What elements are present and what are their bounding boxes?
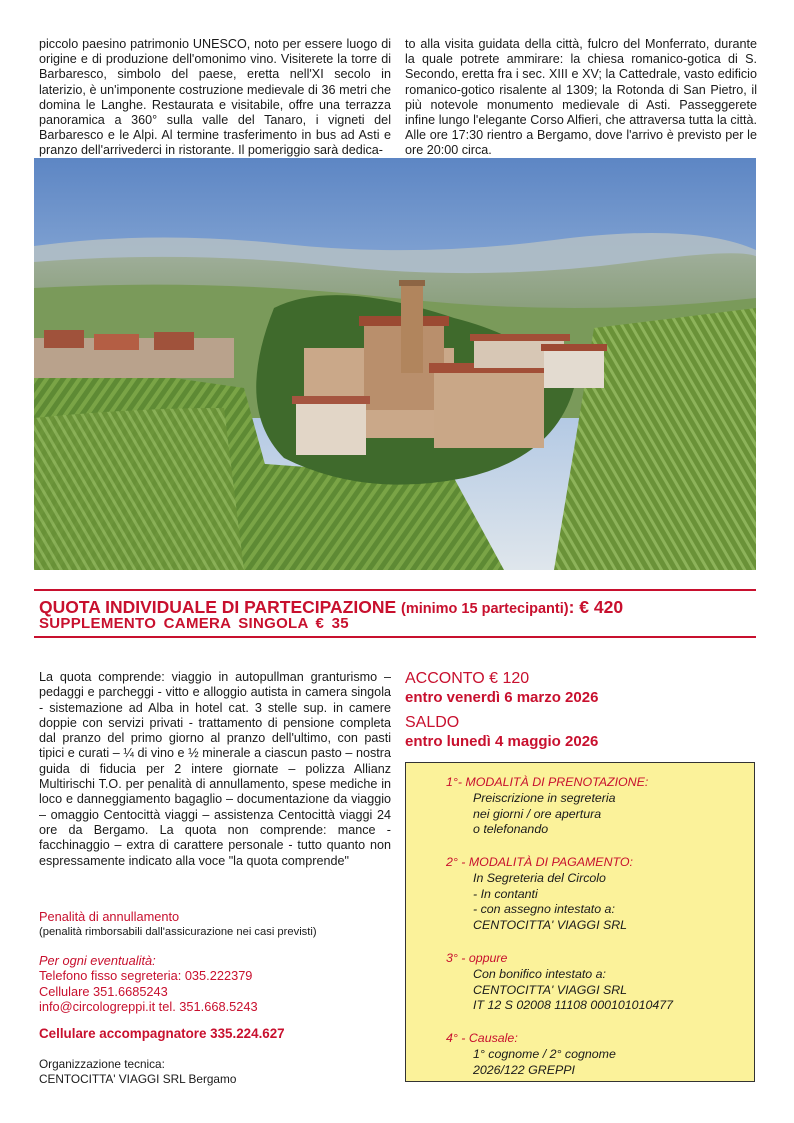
bank-transfer-line: CENTOCITTA' VIAGGI SRL xyxy=(473,982,628,997)
contacts xyxy=(39,953,258,1014)
booking-method-line: nei giorni / ore apertura xyxy=(473,806,602,821)
organizer-name: CENTOCITTA' VIAGGI SRL Bergamo xyxy=(39,1071,237,1086)
contacts-heading: Per ogni eventualità: xyxy=(39,953,156,968)
organizer xyxy=(39,1057,236,1086)
escort-phone[interactable]: Cellulare accompagnatore 335.224.627 xyxy=(39,1026,285,1041)
intro-text-left: piccolo paesino patrimonio UNESCO, noto per essere luogo di origine e di produzione dell'omonimo vino. Visiterete la torre di Barbaresco, simbolo del paese, eretta nell'XI secolo in laterizio, è un'imponente costruzione medievale di 36 metri che domina le Langhe. Restaurata e visitabile, offre una terrazza panoramica a 360° sulla valle del Tanaro, i vigneti del Barbaresco e le Alpi. Al termine trasferimento in bus ad Asti e pranzo dell'arrivederci in ristorante. Il pomeriggio sarà dedica- xyxy=(39,37,391,158)
penalty-note: (penalità rimborsabili dall'assicurazione nei casi previsti) xyxy=(39,926,317,938)
contact-cell[interactable]: Cellulare 351.6685243 xyxy=(39,983,168,999)
payment-reference-heading: 4° - Causale: xyxy=(446,1031,518,1045)
contact-email[interactable]: info@circologreppi.it tel. 351.668.5243 xyxy=(39,998,258,1014)
deposit-label: ACCONTO € 120 xyxy=(405,670,530,687)
quota-title: QUOTA INDIVIDUALE DI PARTECIPAZIONE xyxy=(39,597,397,617)
payment-schedule xyxy=(405,669,598,751)
payment-reference-line: 2026/122 GREPPI xyxy=(473,1062,575,1077)
payment-reference-section xyxy=(446,1031,616,1078)
bank-iban[interactable]: IT 12 S 02008 11108 000101010477 xyxy=(473,998,674,1013)
divider-top xyxy=(34,589,756,591)
booking-method-section xyxy=(446,775,648,838)
balance-date: entro lunedì 4 maggio 2026 xyxy=(405,733,599,750)
organizer-label: Organizzazione tecnica: xyxy=(39,1057,165,1071)
deposit-date: entro venerdì 6 marzo 2026 xyxy=(405,689,599,706)
payment-method-heading: 2° - MODALITÀ DI PAGAMENTO: xyxy=(446,855,633,869)
payment-reference-line: 1° cognome / 2° cognome xyxy=(473,1046,616,1061)
payment-method-line: CENTOCITTA' VIAGGI SRL xyxy=(473,918,628,933)
barbaresco-aerial-photo xyxy=(34,158,756,570)
intro-text-right: to alla visita guidata della città, fulcro del Monferrato, durante la quale potrete ammirare: la chiesa romanico-gotica di S. Secondo, eretta fra i sec. XIII e XV; la Cattedrale, vasto edificio romanico-gotico risalente al 1309; la Rotonda di San Pietro, il più notevole monumento medievale di Asti. Passeggerete infine lungo l'elegante Corso Alfieri, che attraversa tutta la città. Alle ore 17:30 rientro a Bergamo, dove l'arrivo è previsto per le ore 20:00 circa. xyxy=(405,37,757,158)
quota-minimum: (minimo 15 partecipanti) xyxy=(401,601,569,617)
booking-method-heading: 1°- MODALITÀ DI PRENOTAZIONE: xyxy=(446,775,649,789)
payment-method-line: - In contanti xyxy=(473,886,538,901)
payment-method-line: In Segreteria del Circolo xyxy=(473,870,606,885)
included-services: La quota comprende: viaggio in autopullman granturismo – pedaggi e parcheggi - vitto e alloggio autista in camera singola - sistemazione ad Alba in hotel cat. 3 stelle sup. in camere doppie con servizi privati - trattamento di pensione completa dal pranzo del primo giorno al pranzo dell'ultimo, con pasti tipici e curati – ¼ di vino e ½ minerale a ciascun pasto – nostra guida di fiducia per 2 intere giornate – polizza Allianz Multirischi T.O. per penalità di annullamento, spese mediche in loco e danneggiamento bagaglio – documentazione da viaggio – omaggio Centocittà viaggi – assistenza Centocittà viaggi 24 ore da Bergamo. La quota non comprende: mance - facchinaggio – extra di carattere personale - tutto quanto non espressamente indicato alla voce "la quota comprende" xyxy=(39,670,391,868)
payment-method-line: - con assegno intestato a: xyxy=(473,902,615,917)
penalty-title: Penalità di annullamento xyxy=(39,909,180,924)
booking-method-line: Preiscrizione in segreteria xyxy=(473,790,616,805)
bank-transfer-section xyxy=(446,951,673,1014)
contact-phone[interactable]: Telefono fisso segreteria: 035.222379 xyxy=(39,968,253,984)
balance-label: SALDO xyxy=(405,714,460,731)
booking-info-box xyxy=(405,762,755,1082)
divider-bottom xyxy=(34,636,756,638)
booking-method-line: o telefonando xyxy=(473,822,549,837)
quota-price: : € 420 xyxy=(568,597,624,617)
payment-method-section xyxy=(446,855,633,934)
bank-transfer-heading: 3° - oppure xyxy=(446,951,508,965)
single-room-supplement: SUPPLEMENTO CAMERA SINGOLA € 35 xyxy=(39,615,349,632)
bank-transfer-line: Con bonifico intestato a: xyxy=(473,966,606,981)
